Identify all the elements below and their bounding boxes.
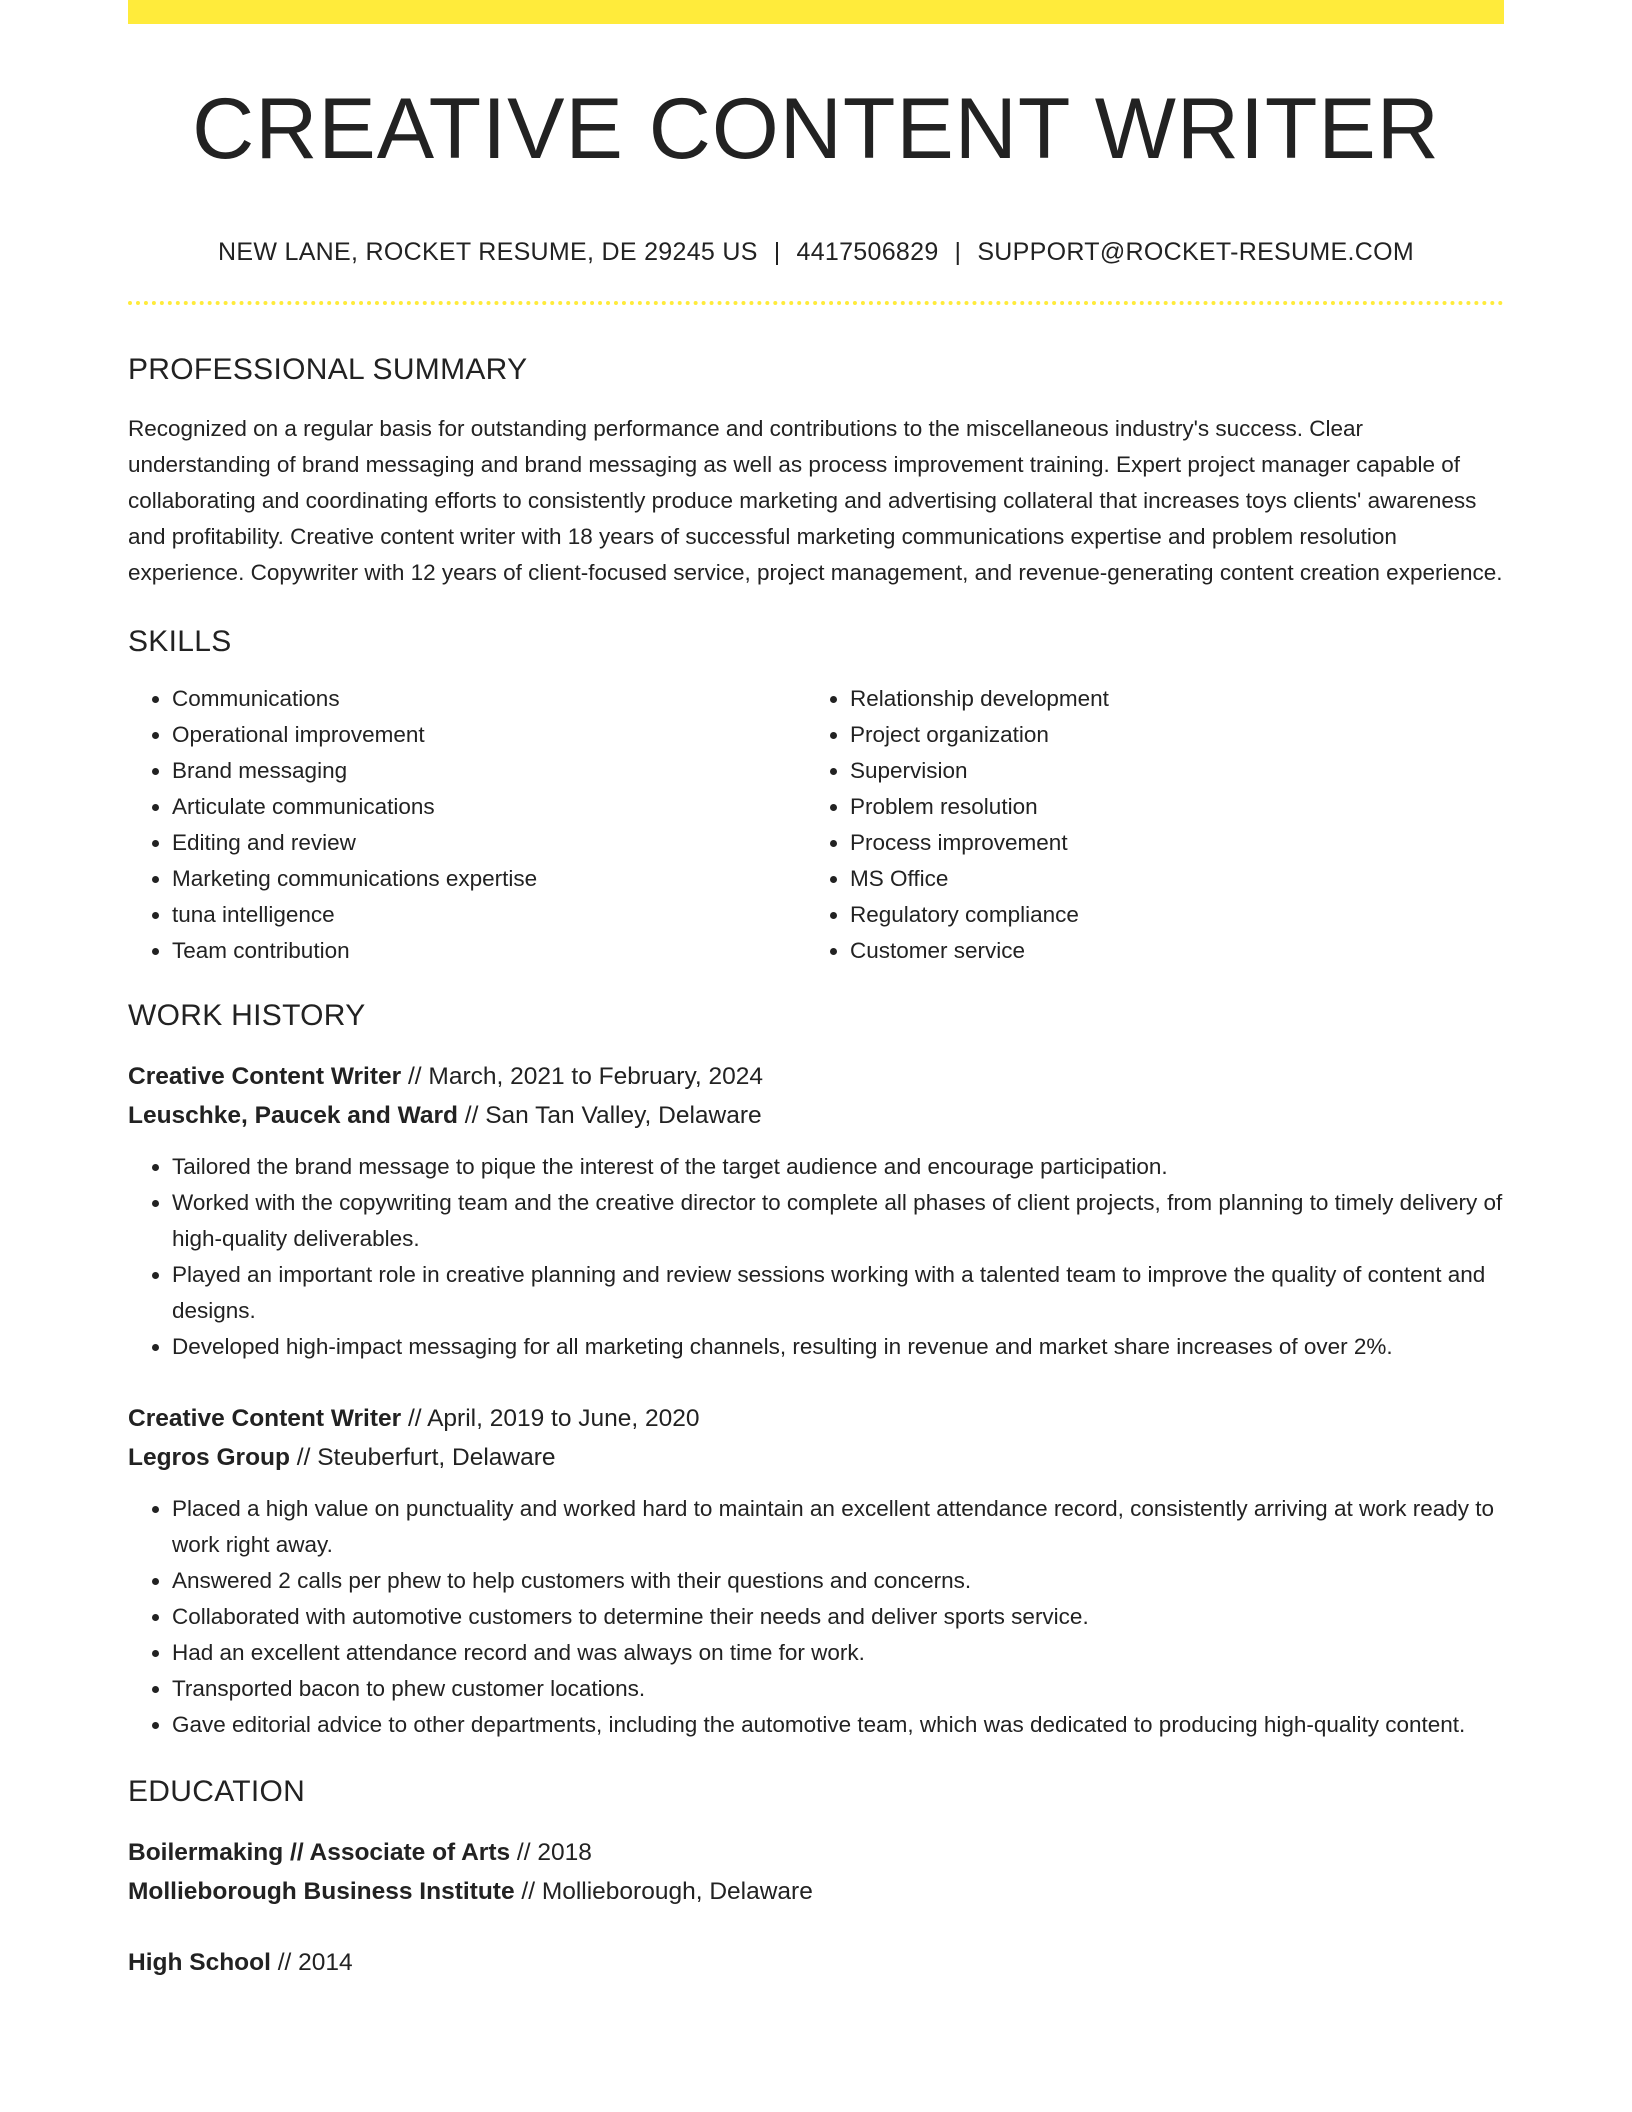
resume-title: CREATIVE CONTENT WRITER <box>192 81 1440 177</box>
job-bullet: • Placed a high value on punctuality and worked hard to maintain an excellent attendance record, consistently arriving at work ready to work right away. <box>172 1491 1504 1563</box>
job-separator: // <box>457 1102 486 1129</box>
skill-item: • Customer service <box>850 933 1484 969</box>
education-separator: // <box>270 1949 299 1976</box>
skill-item: • Editing and review <box>172 825 806 861</box>
job-title-line <box>128 1057 1504 1096</box>
job-location: San Tan Valley, Delaware <box>485 1102 762 1129</box>
job-title-line <box>128 1399 1504 1438</box>
education-heading: EDUCATION <box>128 1775 306 1808</box>
job-bullet: • Played an important role in creative planning and review sessions working with a talented team to improve the quality of content and designs. <box>172 1257 1504 1329</box>
job-company: Legros Group <box>128 1444 290 1471</box>
skill-item: • Brand messaging <box>172 753 806 789</box>
contact-phone: 4417506829 <box>796 238 939 266</box>
job-company: Leuschke, Paucek and Ward <box>128 1102 458 1129</box>
job-dates: March, 2021 to February, 2024 <box>428 1063 763 1090</box>
skills-list <box>128 681 1504 969</box>
skill-item: • Operational improvement <box>172 717 806 753</box>
education-year: 2014 <box>298 1949 353 1976</box>
skill-item: • Communications <box>172 681 806 717</box>
summary-text: Recognized on a regular basis for outstanding performance and contributions to the miscellaneous industry's success. Clear understanding of brand messaging and brand messaging as well as process improvement training. Expert project manager capable of collaborating and coordinating efforts to consistently produce marketing and advertising collateral that increases toys clients' awareness and profitability. Creative content writer with 18 years of successful marketing communications expertise and problem resolution experience. Copywriter with 12 years of client-focused service, project management, and revenue-generating content creation experience. <box>128 416 1503 585</box>
contact-email: SUPPORT@ROCKET-RESUME.COM <box>977 238 1414 266</box>
education-school: Mollieborough Business Institute <box>128 1878 515 1905</box>
education-year: 2018 <box>537 1839 592 1866</box>
skill-item: • Supervision <box>850 753 1484 789</box>
skills-column-right <box>806 681 1484 969</box>
education-degree-line <box>128 1833 1504 1872</box>
job-bullets <box>128 1491 1504 1743</box>
job-company-line <box>128 1096 1504 1135</box>
contact-line <box>128 238 1504 267</box>
job-bullet: • Collaborated with automotive customers to determine their needs and deliver sports service. <box>172 1599 1504 1635</box>
skill-item: • Marketing communications expertise <box>172 861 806 897</box>
job-role: Creative Content Writer <box>128 1405 402 1432</box>
dotted-divider <box>128 301 1504 305</box>
job-bullets <box>128 1149 1504 1365</box>
skill-item: • Relationship development <box>850 681 1484 717</box>
education-degree-line <box>128 1943 1504 1982</box>
skill-item: • Articulate communications <box>172 789 806 825</box>
job-bullet: • Gave editorial advice to other departments, including the automotive team, which was dedicated to producing high-quality content. <box>172 1707 1504 1743</box>
skill-item: • Regulatory compliance <box>850 897 1484 933</box>
job-bullet: • Worked with the copywriting team and the creative director to complete all phases of client projects, from planning to timely delivery of high-quality deliverables. <box>172 1185 1504 1257</box>
skill-item: • Problem resolution <box>850 789 1484 825</box>
job-company-line <box>128 1438 1504 1477</box>
education-school-line <box>128 1872 1504 1911</box>
job-separator: // <box>401 1405 428 1432</box>
resume-page <box>128 0 1504 1982</box>
job-bullet: • Tailored the brand message to pique the interest of the target audience and encourage participation. <box>172 1149 1504 1185</box>
job-separator: // <box>401 1063 429 1090</box>
job-dates: April, 2019 to June, 2020 <box>427 1405 700 1432</box>
skill-item: • Team contribution <box>172 933 806 969</box>
skills-heading: SKILLS <box>128 625 232 658</box>
skill-item: • Process improvement <box>850 825 1484 861</box>
skill-item: • Project organization <box>850 717 1484 753</box>
job-role: Creative Content Writer <box>128 1063 402 1090</box>
job-bullet: • Developed high-impact messaging for all marketing channels, resulting in revenue and market share increases of over 2%. <box>172 1329 1504 1365</box>
job-location: Steuberfurt, Delaware <box>317 1444 556 1471</box>
skill-item: • MS Office <box>850 861 1484 897</box>
skill-item: • tuna intelligence <box>172 897 806 933</box>
contact-address: NEW LANE, ROCKET RESUME, DE 29245 US <box>218 238 758 266</box>
education-degree: High School <box>128 1949 271 1976</box>
job-bullet: • Had an excellent attendance record and was always on time for work. <box>172 1635 1504 1671</box>
skills-column-left <box>128 681 806 969</box>
job-bullet: • Answered 2 calls per phew to help customers with their questions and concerns. <box>172 1563 1504 1599</box>
job-bullet: • Transported bacon to phew customer locations. <box>172 1671 1504 1707</box>
education-separator: // <box>514 1878 542 1905</box>
education-separator: // <box>510 1839 538 1866</box>
top-accent-bar <box>128 0 1504 24</box>
contact-separator: | <box>773 238 781 266</box>
education-location: Mollieborough, Delaware <box>541 1878 813 1905</box>
job-separator: // <box>289 1444 318 1471</box>
education-degree: Boilermaking // Associate of Arts <box>128 1839 511 1866</box>
summary-heading: PROFESSIONAL SUMMARY <box>128 353 528 386</box>
work-history-heading: WORK HISTORY <box>128 999 366 1032</box>
contact-separator: | <box>954 238 962 266</box>
